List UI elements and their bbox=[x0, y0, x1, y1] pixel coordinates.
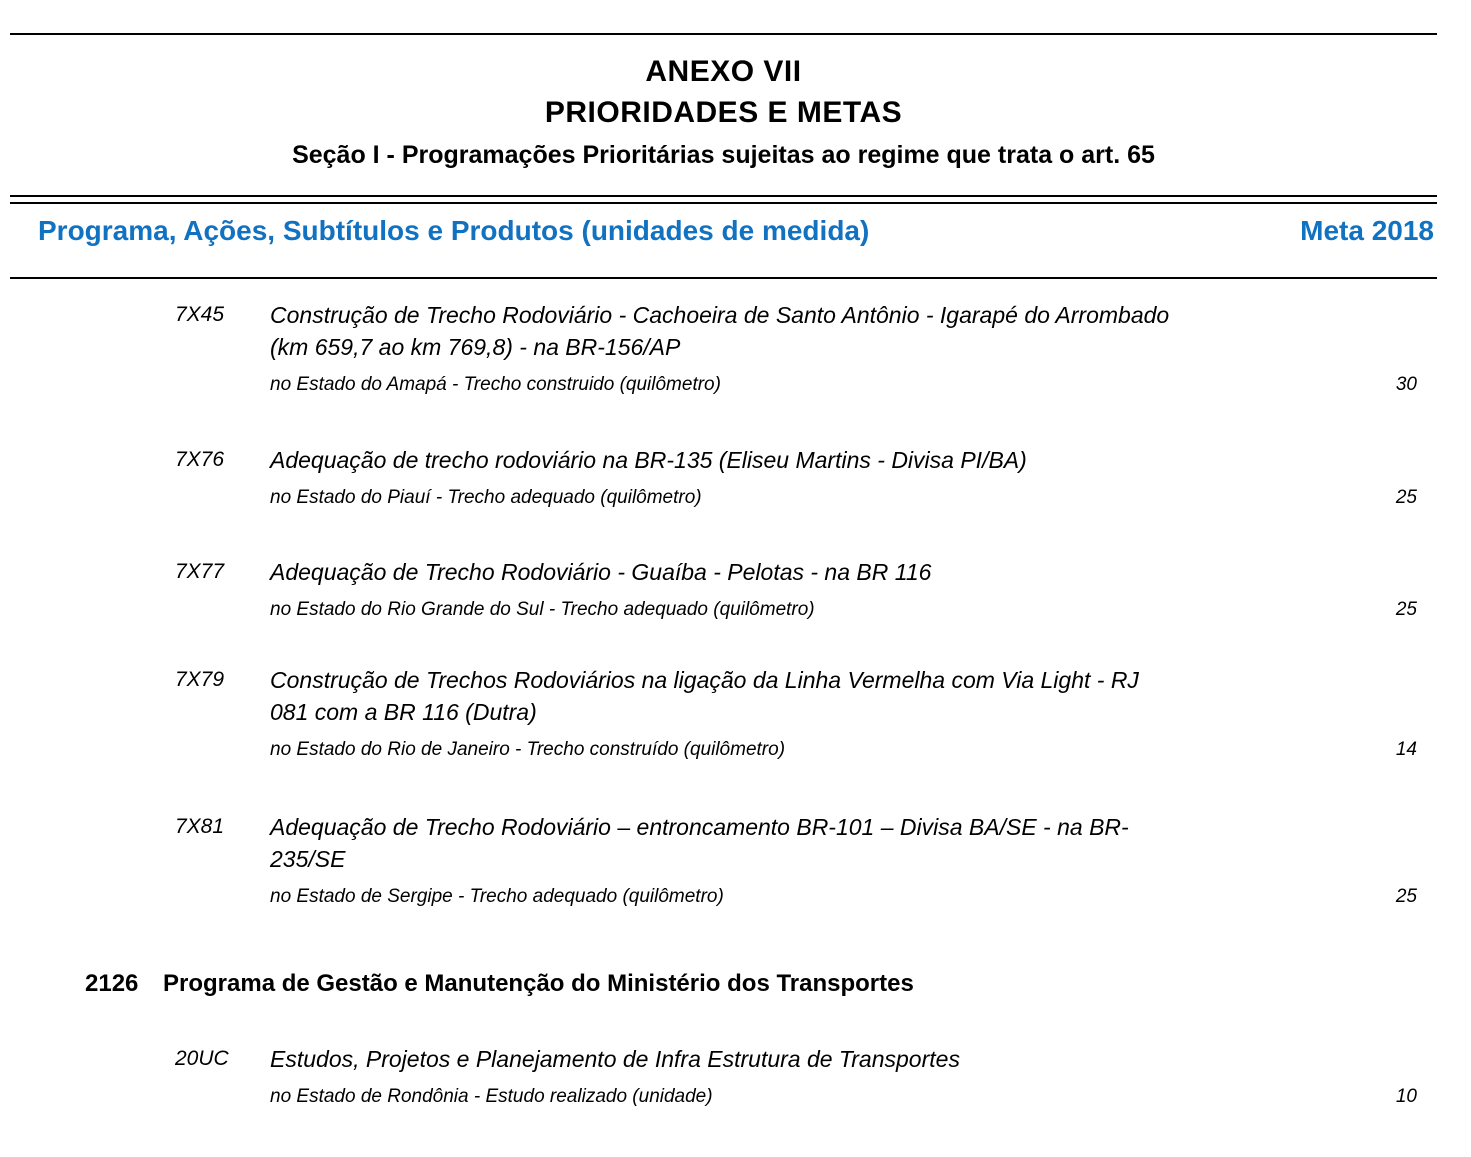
meta-value: 25 bbox=[1395, 886, 1417, 907]
action-code: 7X79 bbox=[175, 668, 225, 691]
action-product: no Estado do Piauí - Trecho adequado (quilômetro) bbox=[270, 487, 702, 508]
action-product: no Estado do Rio de Janeiro - Trecho construído (quilômetro) bbox=[270, 739, 786, 760]
action-title-line: 081 com a BR 116 (Dutra) bbox=[270, 699, 537, 725]
program-code: 2126 bbox=[85, 970, 139, 997]
action-title-line: Estudos, Projetos e Planejamento de Infra Estrutura de Transportes bbox=[270, 1046, 960, 1072]
action-title-line: Adequação de Trecho Rodoviário - Guaíba - Pelotas - na BR 116 bbox=[270, 559, 932, 585]
table-header-meta-2018: Meta 2018 bbox=[1300, 215, 1434, 246]
page-subtitle: PRIORIDADES E METAS bbox=[544, 96, 903, 129]
action-title-line: Adequação de Trecho Rodoviário – entroncamento BR-101 – Divisa BA/SE - na BR- bbox=[270, 814, 1129, 840]
meta-value: 14 bbox=[1395, 739, 1417, 760]
action-title-line: Construção de Trecho Rodoviário - Cachoeira de Santo Antônio - Igarapé do Arrombado bbox=[270, 302, 1170, 328]
action-title-line: (km 659,7 ao km 769,8) - na BR-156/AP bbox=[270, 334, 681, 360]
action-code: 7X81 bbox=[175, 815, 225, 838]
top-rule bbox=[10, 33, 1437, 35]
header-rule bbox=[10, 277, 1437, 279]
meta-value: 25 bbox=[1395, 487, 1417, 508]
action-title-line: 235/SE bbox=[270, 846, 346, 872]
table-header-left: Programa, Ações, Subtítulos e Produtos (unidades de medida) bbox=[38, 215, 870, 246]
action-code: 20UC bbox=[175, 1047, 229, 1070]
action-product: no Estado do Amapá - Trecho construido (quilômetro) bbox=[270, 374, 721, 395]
action-product: no Estado de Sergipe - Trecho adequado (quilômetro) bbox=[270, 886, 724, 907]
meta-value: 30 bbox=[1395, 374, 1417, 395]
meta-value: 10 bbox=[1395, 1086, 1417, 1107]
meta-value: 25 bbox=[1395, 599, 1417, 620]
action-title-line: Adequação de trecho rodoviário na BR-135 (Eliseu Martins - Divisa PI/BA) bbox=[270, 447, 1027, 473]
section-title: Seção I - Programações Prioritárias sujeitas ao regime que trata o art. 65 bbox=[292, 141, 1155, 169]
double-rule-top bbox=[10, 195, 1437, 197]
table-header bbox=[38, 214, 1434, 248]
action-product: no Estado do Rio Grande do Sul - Trecho adequado (quilômetro) bbox=[270, 599, 815, 620]
action-code: 7X77 bbox=[175, 560, 225, 583]
program-title: Programa de Gestão e Manutenção do Ministério dos Transportes bbox=[163, 970, 914, 997]
double-rule-bottom bbox=[10, 202, 1437, 204]
action-code: 7X76 bbox=[175, 448, 225, 471]
action-code: 7X45 bbox=[175, 303, 225, 326]
page-title: ANEXO VII bbox=[645, 55, 802, 88]
action-product: no Estado de Rondônia - Estudo realizado (unidade) bbox=[270, 1086, 713, 1107]
action-title-line: Construção de Trechos Rodoviários na ligação da Linha Vermelha com Via Light - RJ bbox=[270, 667, 1139, 693]
